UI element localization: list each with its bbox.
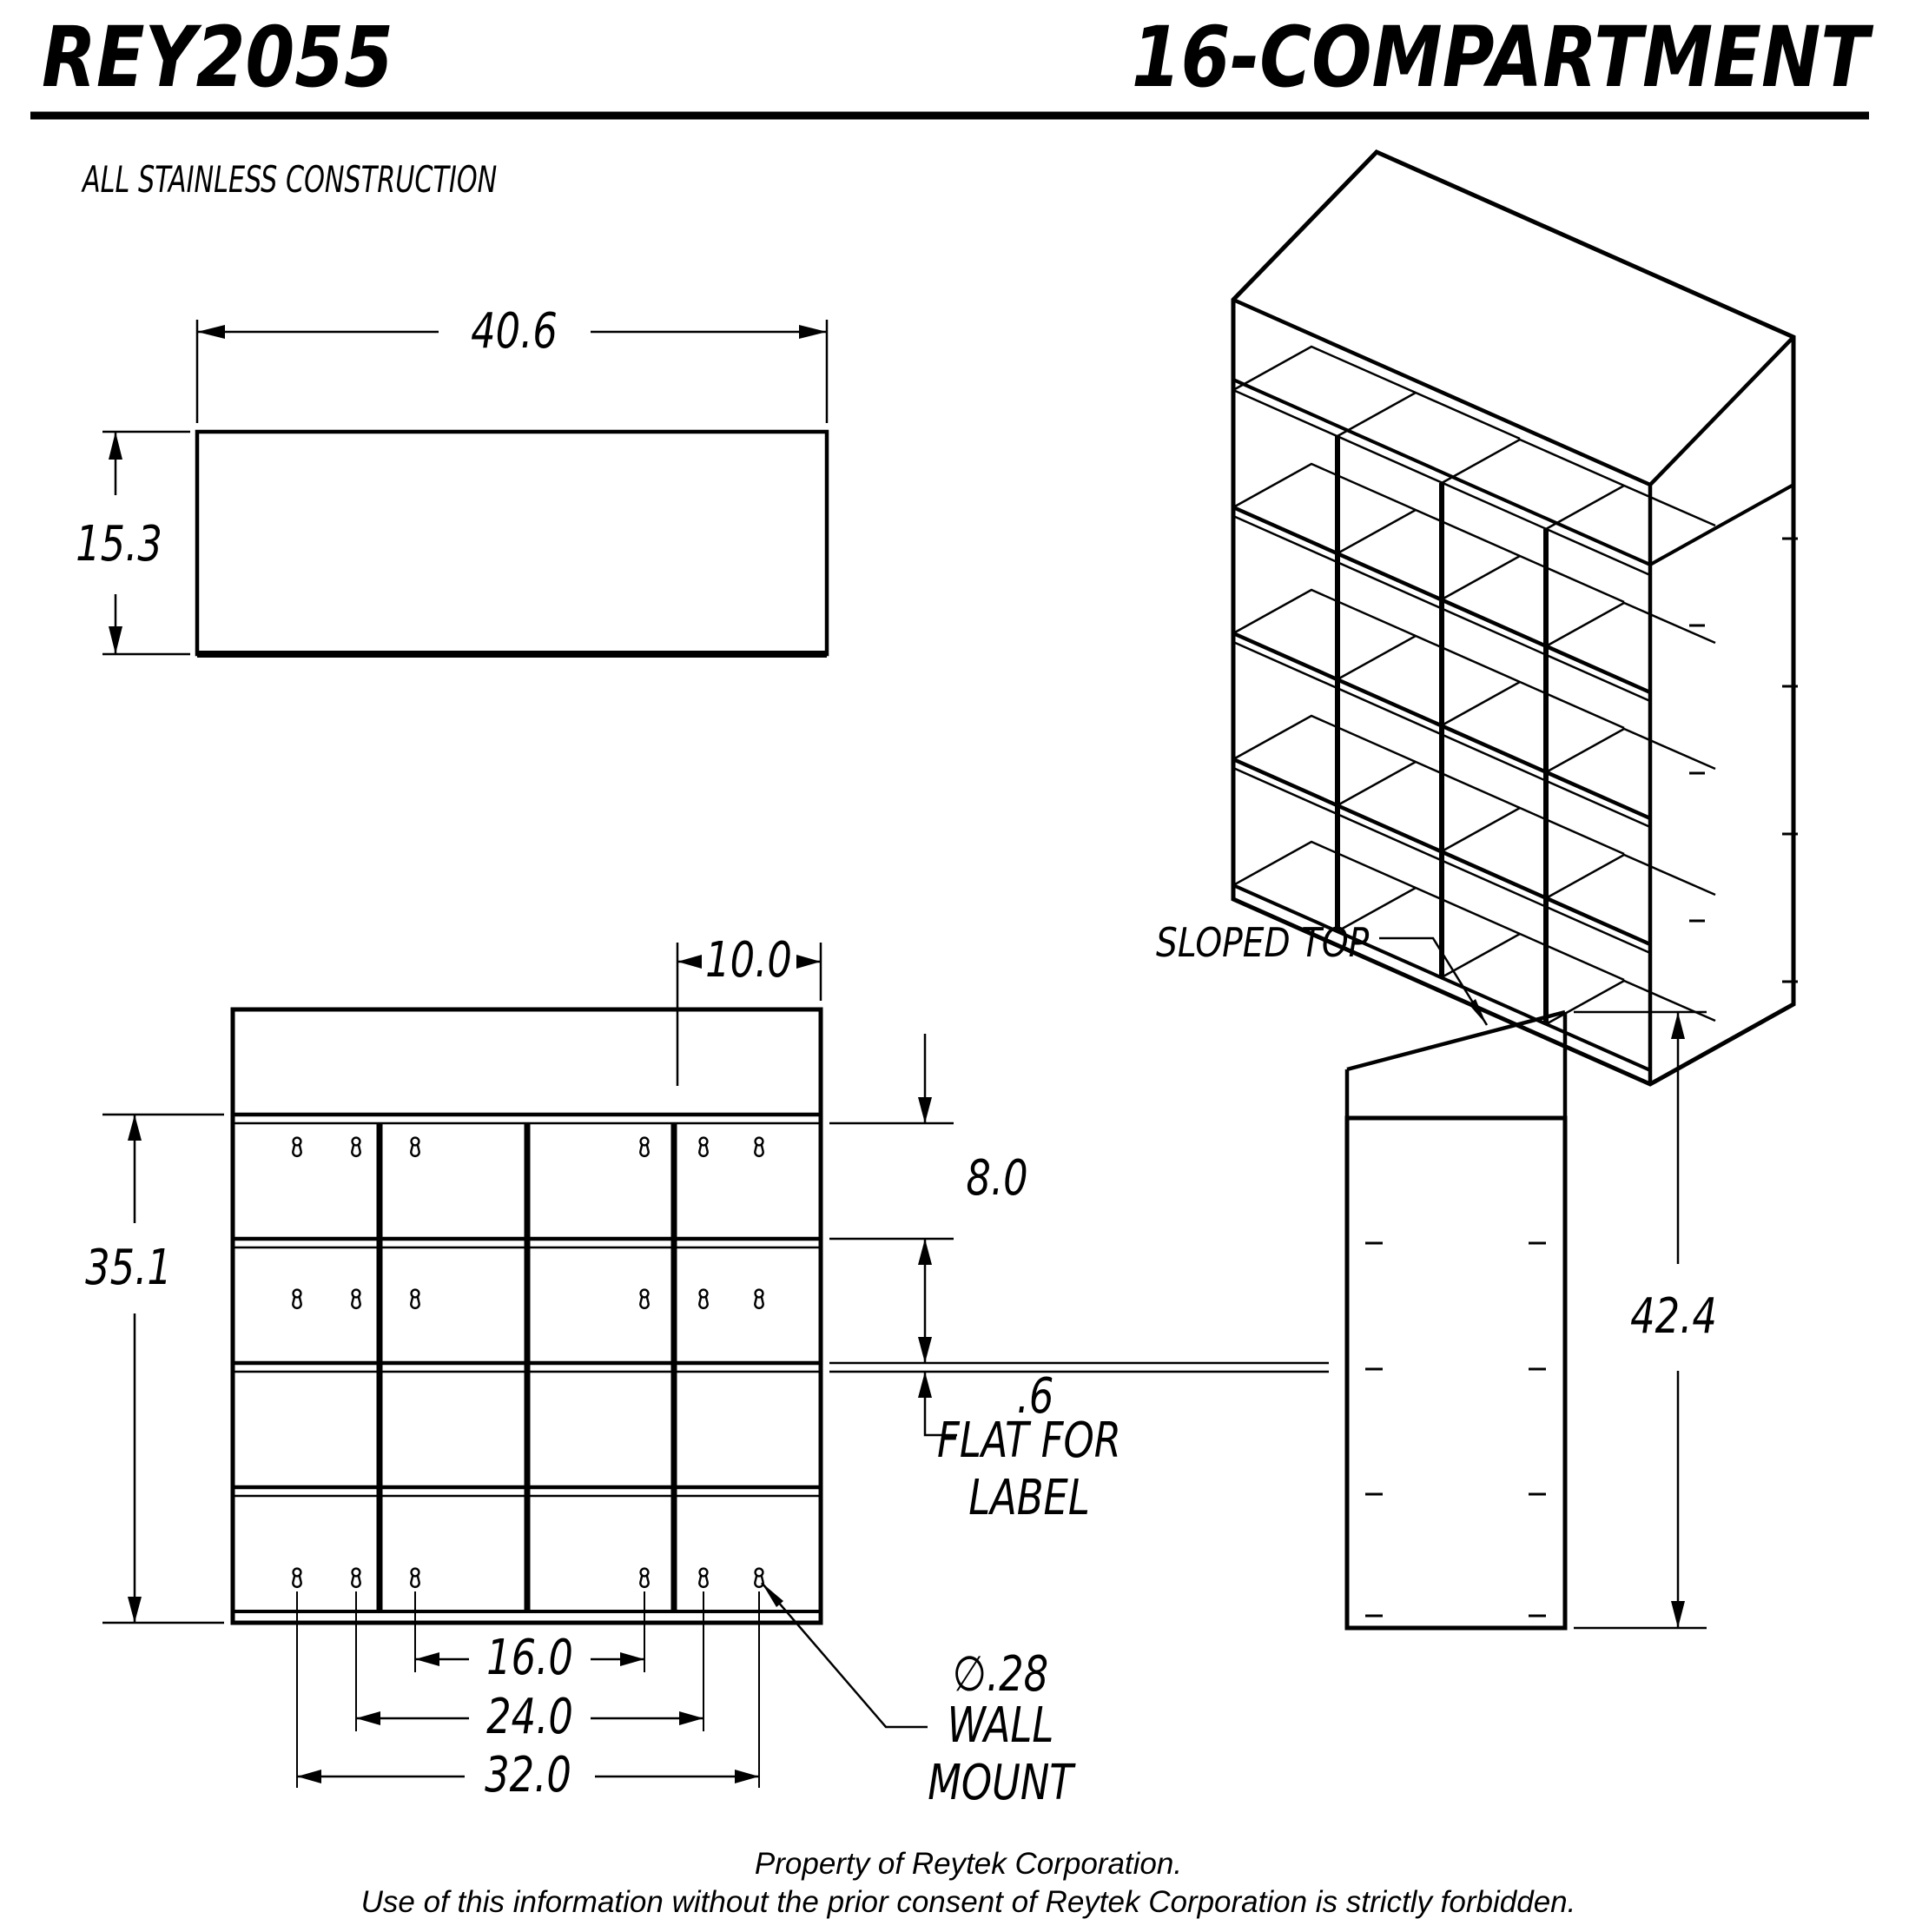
dim-compartment-width: 10.0 <box>705 932 792 989</box>
front-view-linework <box>233 1009 821 1623</box>
footer-notice-line: Use of this information without the prior consent of Reytek Corporation is strictly forbidden. <box>360 1885 1576 1919</box>
dim-compartment-height: 8.0 <box>966 1150 1028 1207</box>
side-view-linework <box>1347 938 1707 1628</box>
dim-label-strip: .6 <box>1016 1368 1054 1425</box>
part-number: REY2055 <box>42 9 393 106</box>
product-title: 16-COMPARTMENT <box>1131 9 1869 106</box>
dim-mount-span-inner: 16.0 <box>486 1630 573 1686</box>
dim-front-height: 35.1 <box>85 1240 172 1296</box>
wall-mount-note: WALL MOUNT <box>928 1697 1073 1811</box>
dim-top-depth: 15.3 <box>76 516 162 572</box>
dim-top-width: 40.6 <box>471 303 558 360</box>
top-view-linework <box>102 320 827 654</box>
dim-side-height: 42.4 <box>1630 1288 1717 1345</box>
sloped-top-callout: SLOPED TOP <box>1156 919 1370 966</box>
label-strip-note: FLAT FOR LABEL <box>937 1412 1121 1526</box>
front-view-dimensions <box>102 943 1329 1788</box>
dim-mount-span-outer: 32.0 <box>485 1747 571 1803</box>
wall-mount-diameter: ∅.28 <box>952 1646 1049 1703</box>
dim-mount-span-middle: 24.0 <box>486 1689 573 1745</box>
footer-property-line: Property of Reytek Corporation. <box>754 1847 1183 1881</box>
construction-note: ALL STAINLESS CONSTRUCTION <box>83 158 498 201</box>
